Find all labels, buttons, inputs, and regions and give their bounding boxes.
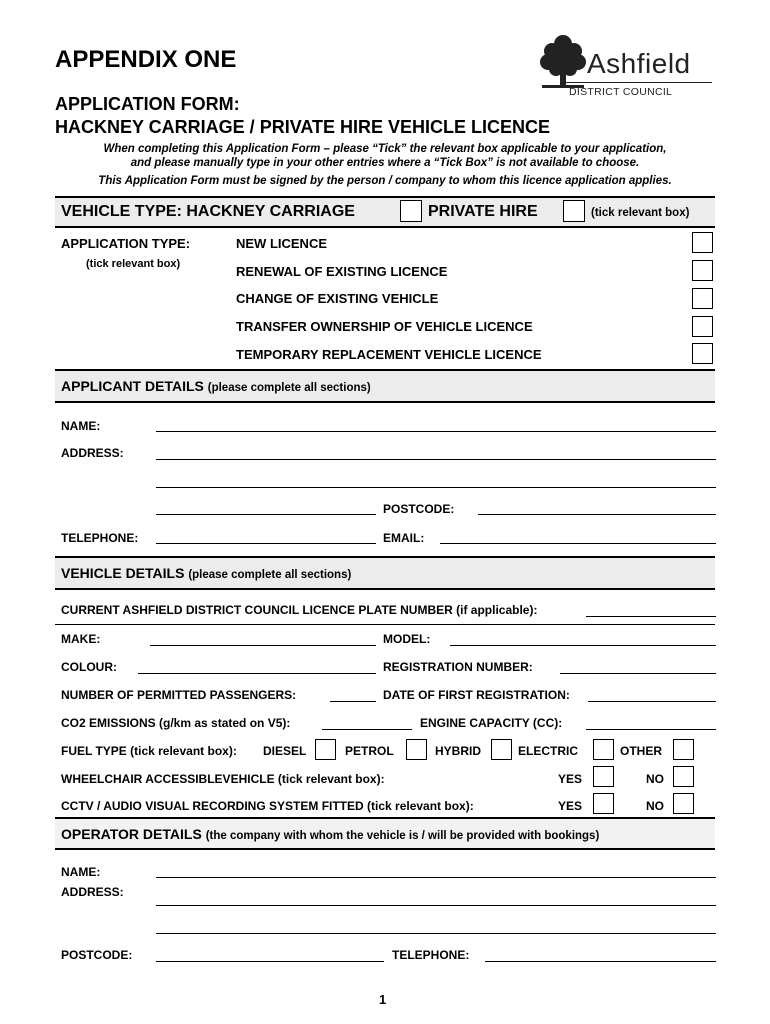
operator-note: (the company with whom the vehicle is / will be provided with bookings) bbox=[205, 830, 600, 842]
wheelchair-no-checkbox[interactable] bbox=[673, 766, 694, 787]
separator bbox=[55, 624, 715, 625]
applicant-address-label: ADDRESS: bbox=[61, 446, 124, 460]
wheelchair-yes-checkbox[interactable] bbox=[593, 766, 614, 787]
cctv-yes-label: YES bbox=[558, 799, 583, 813]
operator-postcode-field[interactable] bbox=[156, 961, 384, 962]
operator-address-field-2[interactable] bbox=[156, 933, 716, 934]
temporary-checkbox[interactable] bbox=[692, 343, 713, 364]
applicant-heading: APPLICANT DETAILS bbox=[61, 378, 204, 394]
hybrid-checkbox[interactable] bbox=[491, 739, 512, 760]
operator-address-field-1[interactable] bbox=[156, 905, 716, 906]
vehicle-note: (please complete all sections) bbox=[188, 569, 352, 581]
vehicle-type-label: VEHICLE TYPE: HACKNEY CARRIAGE bbox=[61, 203, 355, 220]
co2-field[interactable] bbox=[322, 729, 412, 730]
first-registration-label: DATE OF FIRST REGISTRATION: bbox=[383, 688, 570, 702]
engine-capacity-label: ENGINE CAPACITY (CC): bbox=[420, 716, 563, 730]
cctv-yes-checkbox[interactable] bbox=[593, 793, 614, 814]
passengers-field[interactable] bbox=[330, 701, 376, 702]
diesel-label: DIESEL bbox=[263, 744, 307, 758]
wheelchair-label: WHEELCHAIR ACCESSIBLEVEHICLE (tick relevant box): bbox=[61, 772, 385, 786]
applicant-telephone-label: TELEPHONE: bbox=[61, 531, 139, 545]
vehicle-type-section bbox=[55, 196, 715, 228]
option-change-vehicle: CHANGE OF EXISTING VEHICLE bbox=[236, 291, 439, 306]
intro-line-2: and please manually type in your other entries where a “Tick Box” is not available to choose. bbox=[130, 157, 640, 169]
electric-checkbox[interactable] bbox=[593, 739, 614, 760]
operator-heading: OPERATOR DETAILS bbox=[61, 826, 202, 842]
model-label: MODEL: bbox=[383, 632, 431, 646]
applicant-postcode-label: POSTCODE: bbox=[383, 502, 455, 516]
first-registration-field[interactable] bbox=[588, 701, 716, 702]
colour-field[interactable] bbox=[138, 673, 376, 674]
applicant-name-field[interactable] bbox=[156, 431, 716, 432]
intro-line-3: This Application Form must be signed by the person / company to whom this licence application applies. bbox=[98, 175, 672, 187]
logo-subtitle: DISTRICT COUNCIL bbox=[569, 86, 673, 98]
applicant-address-field-1[interactable] bbox=[156, 459, 716, 460]
page-number: 1 bbox=[379, 992, 387, 1007]
operator-address-label: ADDRESS: bbox=[61, 885, 124, 899]
applicant-name-label: NAME: bbox=[61, 419, 101, 433]
form-title: APPLICATION FORM: bbox=[55, 94, 240, 114]
registration-field[interactable] bbox=[560, 673, 716, 674]
intro-line-1: When completing this Application Form – please “Tick” the relevant box applicable to your application, bbox=[103, 143, 667, 155]
operator-telephone-field[interactable] bbox=[485, 961, 716, 962]
transfer-checkbox[interactable] bbox=[692, 316, 713, 337]
new-licence-checkbox[interactable] bbox=[692, 232, 713, 253]
engine-capacity-field[interactable] bbox=[586, 729, 716, 730]
vehicle-type-hint: (tick relevant box) bbox=[591, 207, 690, 219]
petrol-label: PETROL bbox=[345, 744, 394, 758]
plate-number-field[interactable] bbox=[586, 616, 716, 617]
colour-label: COLOUR: bbox=[61, 660, 117, 674]
option-temporary: TEMPORARY REPLACEMENT VEHICLE LICENCE bbox=[236, 347, 542, 362]
make-label: MAKE: bbox=[61, 632, 101, 646]
operator-postcode-label: POSTCODE: bbox=[61, 948, 133, 962]
other-checkbox[interactable] bbox=[673, 739, 694, 760]
hybrid-label: HYBRID bbox=[435, 744, 482, 758]
wheelchair-yes-label: YES bbox=[558, 772, 583, 786]
applicant-note: (please complete all sections) bbox=[207, 382, 371, 394]
applicant-postcode-field[interactable] bbox=[478, 514, 716, 515]
application-type-hint: (tick relevant box) bbox=[86, 258, 181, 270]
private-hire-label: PRIVATE HIRE bbox=[428, 203, 538, 220]
applicant-address-field-2[interactable] bbox=[156, 487, 716, 488]
cctv-no-checkbox[interactable] bbox=[673, 793, 694, 814]
model-field[interactable] bbox=[450, 645, 716, 646]
private-hire-checkbox[interactable] bbox=[563, 200, 585, 222]
option-renewal: RENEWAL OF EXISTING LICENCE bbox=[236, 264, 448, 279]
logo-name: Ashfield bbox=[587, 48, 691, 79]
operator-name-field[interactable] bbox=[156, 877, 716, 878]
other-label: OTHER bbox=[620, 744, 662, 758]
registration-label: REGISTRATION NUMBER: bbox=[383, 660, 533, 674]
logo-rule bbox=[566, 82, 712, 83]
option-transfer: TRANSFER OWNERSHIP OF VEHICLE LICENCE bbox=[236, 319, 533, 334]
page-title: APPENDIX ONE bbox=[55, 46, 237, 73]
passengers-label: NUMBER OF PERMITTED PASSENGERS: bbox=[61, 688, 297, 702]
operator-telephone-label: TELEPHONE: bbox=[392, 948, 470, 962]
hackney-carriage-checkbox[interactable] bbox=[400, 200, 422, 222]
form-subtitle: HACKNEY CARRIAGE / PRIVATE HIRE VEHICLE LICENCE bbox=[55, 117, 551, 137]
plate-number-label: CURRENT ASHFIELD DISTRICT COUNCIL LICENCE PLATE NUMBER (if applicable): bbox=[61, 603, 538, 617]
change-vehicle-checkbox[interactable] bbox=[692, 288, 713, 309]
make-field[interactable] bbox=[150, 645, 376, 646]
wheelchair-no-label: NO bbox=[646, 772, 664, 786]
renewal-checkbox[interactable] bbox=[692, 260, 713, 281]
vehicle-section bbox=[55, 556, 715, 590]
applicant-telephone-field[interactable] bbox=[156, 543, 376, 544]
applicant-section bbox=[55, 369, 715, 403]
cctv-label: CCTV / AUDIO VISUAL RECORDING SYSTEM FITTED (tick relevant box): bbox=[61, 799, 474, 813]
cctv-no-label: NO bbox=[646, 799, 664, 813]
option-new-licence: NEW LICENCE bbox=[236, 236, 327, 251]
electric-label: ELECTRIC bbox=[518, 744, 578, 758]
fuel-type-label: FUEL TYPE (tick relevant box): bbox=[61, 744, 237, 758]
applicant-address-field-3[interactable] bbox=[156, 514, 376, 515]
applicant-email-label: EMAIL: bbox=[383, 531, 425, 545]
operator-section bbox=[55, 817, 715, 850]
petrol-checkbox[interactable] bbox=[406, 739, 427, 760]
application-type-label: APPLICATION TYPE: bbox=[61, 236, 191, 251]
co2-label: CO2 EMISSIONS (g/km as stated on V5): bbox=[61, 716, 291, 730]
operator-name-label: NAME: bbox=[61, 865, 101, 879]
vehicle-heading: VEHICLE DETAILS bbox=[61, 565, 185, 581]
applicant-email-field[interactable] bbox=[440, 543, 716, 544]
diesel-checkbox[interactable] bbox=[315, 739, 336, 760]
